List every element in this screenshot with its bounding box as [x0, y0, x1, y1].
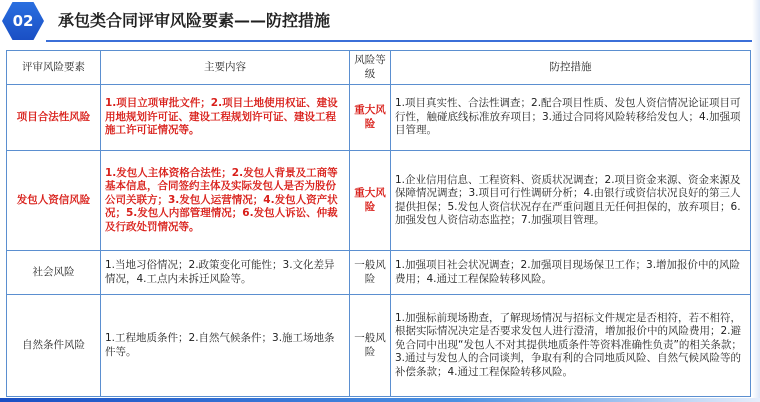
risk-level: 一般风险	[350, 295, 391, 397]
risk-measures: 1.企业信用信息、工程资料、资质状况调查；2.项目资金来源、资金来源及保障情况调查；3.项目可行性调研分析；4.由银行或资信状况良好的第三人提供担保；5.发包人资信状况存在严重问题且无任何担保的，放弃项目；6.加强发包人资信动态监控；7.加强项目管理。	[391, 151, 751, 251]
title-underline	[46, 40, 760, 42]
header-factor: 评审风险要素	[7, 51, 101, 85]
risk-content: 1.发包人主体资格合法性；2.发包人背景及工商等基本信息，合同签约主体及实际发包人是否为股份公司关联方；3.发包人运营情况；4.发包人资产状况；5.发包人内部管理情况；6.发包人诉讼、仲裁及行政处罚情况等。	[101, 151, 350, 251]
risk-level: 重大风险	[350, 85, 391, 151]
risk-factor: 社会风险	[7, 251, 101, 295]
header-level: 风险等级	[350, 51, 391, 85]
risk-content: 1.工程地质条件；2.自然气候条件；3.施工场地条件等。	[101, 295, 350, 397]
section-number: 02	[12, 12, 34, 30]
table-row	[7, 85, 751, 151]
header-measures: 防控措施	[391, 51, 751, 85]
right-edge-shade	[752, 0, 760, 402]
risk-measures: 1.加强项目社会状况调查；2.加强项目现场保卫工作；3.增加报价中的风险费用；4.通过工程保险转移风险。	[391, 251, 751, 295]
risk-level: 一般风险	[350, 251, 391, 295]
risk-measures: 1.项目真实性、合法性调查；2.配合项目性质、发包人资信情况论证项目可行性，触碰底线标准放弃项目；3.通过合同将风险转移给发包人；4.加强项目管理。	[391, 85, 751, 151]
risk-content: 1.项目立项审批文件；2.项目土地使用权证、建设用地规划许可证、建设工程规划许可证、建设工程施工许可证情况等。	[101, 85, 350, 151]
table-row	[7, 295, 751, 397]
risk-measures: 1.加强标前现场勘查，了解现场情况与招标文件规定是否相符，若不相符，根据实际情况决定是否要求发包人进行澄清，增加报价中的风险费用；2.避免合同中出现“发包人不对其提供地质条件等资料准确性负责”的相关条款；3.通过与发包人的合同谈判，争取有利的合同地质风险、自然气候风险等的补偿条款；4.通过工程保险转移风险。	[391, 295, 751, 397]
risk-factor: 发包人资信风险	[7, 151, 101, 251]
risk-content: 1.当地习俗情况；2.政策变化可能性；3.文化差异情况，4.工点内未拆迁风险等。	[101, 251, 350, 295]
bottom-accent-bar	[0, 398, 760, 402]
risk-table	[6, 50, 751, 397]
table-header-row	[7, 51, 751, 85]
slide-header	[0, 0, 760, 46]
slide-title: 承包类合同评审风险要素——防控措施	[58, 11, 331, 30]
risk-level: 重大风险	[350, 151, 391, 251]
header-content: 主要内容	[101, 51, 350, 85]
table-row	[7, 151, 751, 251]
table-row	[7, 251, 751, 295]
risk-factor: 自然条件风险	[7, 295, 101, 397]
section-number-badge	[0, 2, 50, 40]
risk-factor: 项目合法性风险	[7, 85, 101, 151]
